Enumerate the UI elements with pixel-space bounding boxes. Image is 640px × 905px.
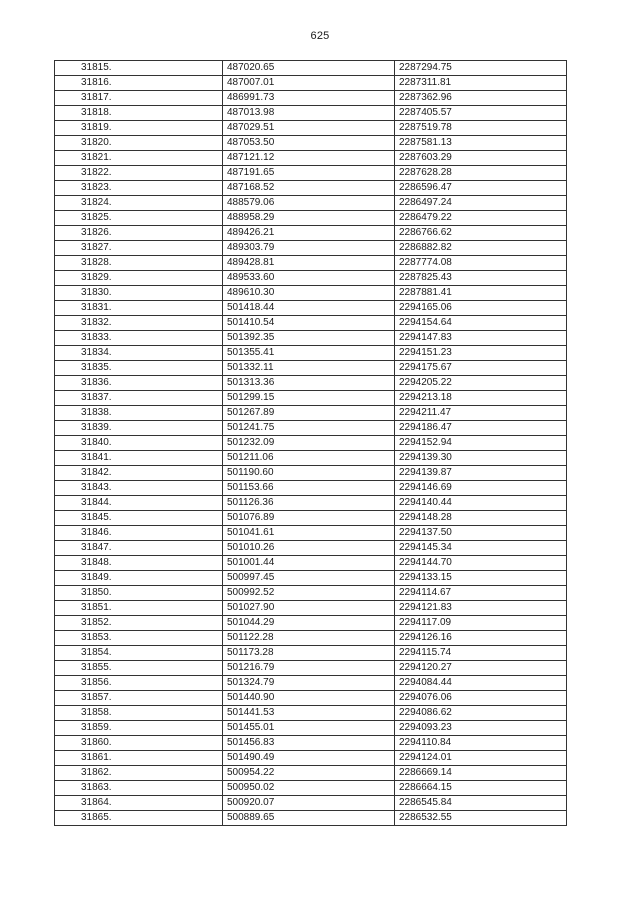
- row-number-cell: 31840.: [55, 436, 223, 451]
- y-coordinate-cell: 2294152.94: [395, 436, 567, 451]
- y-coordinate-cell: 2286497.24: [395, 196, 567, 211]
- x-coordinate-cell: 487053.50: [223, 136, 395, 151]
- y-coordinate-cell: 2294093.23: [395, 721, 567, 736]
- y-coordinate-cell: 2287405.57: [395, 106, 567, 121]
- row-number-cell: 31843.: [55, 481, 223, 496]
- y-coordinate-cell: 2287581.13: [395, 136, 567, 151]
- table-row: [55, 751, 567, 766]
- x-coordinate-cell: 487013.98: [223, 106, 395, 121]
- table-row: [55, 796, 567, 811]
- y-coordinate-cell: 2287881.41: [395, 286, 567, 301]
- table-row: [55, 151, 567, 166]
- x-coordinate-cell: 501001.44: [223, 556, 395, 571]
- x-coordinate-cell: 501241.75: [223, 421, 395, 436]
- row-number-cell: 31841.: [55, 451, 223, 466]
- x-coordinate-cell: 501324.79: [223, 676, 395, 691]
- y-coordinate-cell: 2287825.43: [395, 271, 567, 286]
- x-coordinate-cell: 500997.45: [223, 571, 395, 586]
- y-coordinate-cell: 2294148.28: [395, 511, 567, 526]
- y-coordinate-cell: 2294139.30: [395, 451, 567, 466]
- x-coordinate-cell: 500954.22: [223, 766, 395, 781]
- table-row: [55, 526, 567, 541]
- table-row: [55, 436, 567, 451]
- x-coordinate-cell: 501041.61: [223, 526, 395, 541]
- y-coordinate-cell: 2294115.74: [395, 646, 567, 661]
- x-coordinate-cell: 501010.26: [223, 541, 395, 556]
- y-coordinate-cell: 2294110.84: [395, 736, 567, 751]
- row-number-cell: 31827.: [55, 241, 223, 256]
- x-coordinate-cell: 501440.90: [223, 691, 395, 706]
- x-coordinate-cell: 501267.89: [223, 406, 395, 421]
- y-coordinate-cell: 2286532.55: [395, 811, 567, 826]
- y-coordinate-cell: 2287774.08: [395, 256, 567, 271]
- x-coordinate-cell: 501076.89: [223, 511, 395, 526]
- table-row: [55, 676, 567, 691]
- table-row: [55, 616, 567, 631]
- row-number-cell: 31830.: [55, 286, 223, 301]
- y-coordinate-cell: 2294175.67: [395, 361, 567, 376]
- x-coordinate-cell: 487029.51: [223, 121, 395, 136]
- table-row: [55, 181, 567, 196]
- x-coordinate-cell: 489303.79: [223, 241, 395, 256]
- x-coordinate-cell: 501153.66: [223, 481, 395, 496]
- row-number-cell: 31819.: [55, 121, 223, 136]
- table-row: [55, 601, 567, 616]
- row-number-cell: 31832.: [55, 316, 223, 331]
- x-coordinate-cell: 501332.11: [223, 361, 395, 376]
- x-coordinate-cell: 501410.54: [223, 316, 395, 331]
- table-row: [55, 406, 567, 421]
- y-coordinate-cell: 2294114.67: [395, 586, 567, 601]
- table-row: [55, 631, 567, 646]
- x-coordinate-cell: 501122.28: [223, 631, 395, 646]
- y-coordinate-cell: 2294147.83: [395, 331, 567, 346]
- table-row: [55, 286, 567, 301]
- coordinates-table-body: [55, 61, 567, 826]
- y-coordinate-cell: 2294151.23: [395, 346, 567, 361]
- row-number-cell: 31815.: [55, 61, 223, 76]
- x-coordinate-cell: 500992.52: [223, 586, 395, 601]
- table-row: [55, 481, 567, 496]
- table-row: [55, 271, 567, 286]
- x-coordinate-cell: 489428.81: [223, 256, 395, 271]
- row-number-cell: 31842.: [55, 466, 223, 481]
- y-coordinate-cell: 2294124.01: [395, 751, 567, 766]
- row-number-cell: 31860.: [55, 736, 223, 751]
- y-coordinate-cell: 2287519.78: [395, 121, 567, 136]
- row-number-cell: 31835.: [55, 361, 223, 376]
- table-row: [55, 136, 567, 151]
- x-coordinate-cell: 501441.53: [223, 706, 395, 721]
- table-row: [55, 241, 567, 256]
- row-number-cell: 31849.: [55, 571, 223, 586]
- table-row: [55, 301, 567, 316]
- row-number-cell: 31861.: [55, 751, 223, 766]
- table-row: [55, 391, 567, 406]
- row-number-cell: 31824.: [55, 196, 223, 211]
- row-number-cell: 31839.: [55, 421, 223, 436]
- y-coordinate-cell: 2287362.96: [395, 91, 567, 106]
- row-number-cell: 31826.: [55, 226, 223, 241]
- x-coordinate-cell: 488579.06: [223, 196, 395, 211]
- row-number-cell: 31820.: [55, 136, 223, 151]
- row-number-cell: 31847.: [55, 541, 223, 556]
- table-row: [55, 196, 567, 211]
- row-number-cell: 31818.: [55, 106, 223, 121]
- x-coordinate-cell: 486991.73: [223, 91, 395, 106]
- table-row: [55, 706, 567, 721]
- y-coordinate-cell: 2294084.44: [395, 676, 567, 691]
- x-coordinate-cell: 489610.30: [223, 286, 395, 301]
- y-coordinate-cell: 2286545.84: [395, 796, 567, 811]
- table-row: [55, 586, 567, 601]
- x-coordinate-cell: 487121.12: [223, 151, 395, 166]
- row-number-cell: 31863.: [55, 781, 223, 796]
- x-coordinate-cell: 501232.09: [223, 436, 395, 451]
- row-number-cell: 31834.: [55, 346, 223, 361]
- row-number-cell: 31838.: [55, 406, 223, 421]
- row-number-cell: 31831.: [55, 301, 223, 316]
- table-row: [55, 466, 567, 481]
- table-row: [55, 421, 567, 436]
- y-coordinate-cell: 2286882.82: [395, 241, 567, 256]
- row-number-cell: 31852.: [55, 616, 223, 631]
- table-row: [55, 331, 567, 346]
- row-number-cell: 31850.: [55, 586, 223, 601]
- row-number-cell: 31825.: [55, 211, 223, 226]
- table-row: [55, 346, 567, 361]
- row-number-cell: 31858.: [55, 706, 223, 721]
- row-number-cell: 31857.: [55, 691, 223, 706]
- table-row: [55, 511, 567, 526]
- x-coordinate-cell: 488958.29: [223, 211, 395, 226]
- x-coordinate-cell: 487020.65: [223, 61, 395, 76]
- row-number-cell: 31837.: [55, 391, 223, 406]
- y-coordinate-cell: 2294154.64: [395, 316, 567, 331]
- x-coordinate-cell: 501126.36: [223, 496, 395, 511]
- y-coordinate-cell: 2287603.29: [395, 151, 567, 166]
- table-row: [55, 166, 567, 181]
- table-row: [55, 376, 567, 391]
- y-coordinate-cell: 2294133.15: [395, 571, 567, 586]
- y-coordinate-cell: 2294076.06: [395, 691, 567, 706]
- y-coordinate-cell: 2294146.69: [395, 481, 567, 496]
- table-row: [55, 646, 567, 661]
- row-number-cell: 31817.: [55, 91, 223, 106]
- row-number-cell: 31823.: [55, 181, 223, 196]
- y-coordinate-cell: 2287311.81: [395, 76, 567, 91]
- table-row: [55, 76, 567, 91]
- table-row: [55, 316, 567, 331]
- row-number-cell: 31833.: [55, 331, 223, 346]
- x-coordinate-cell: 500920.07: [223, 796, 395, 811]
- table-row: [55, 556, 567, 571]
- table-row: [55, 571, 567, 586]
- y-coordinate-cell: 2294139.87: [395, 466, 567, 481]
- x-coordinate-cell: 501211.06: [223, 451, 395, 466]
- row-number-cell: 31854.: [55, 646, 223, 661]
- y-coordinate-cell: 2294126.16: [395, 631, 567, 646]
- y-coordinate-cell: 2294165.06: [395, 301, 567, 316]
- table-row: [55, 451, 567, 466]
- table-row: [55, 256, 567, 271]
- table-row: [55, 121, 567, 136]
- x-coordinate-cell: 489426.21: [223, 226, 395, 241]
- row-number-cell: 31851.: [55, 601, 223, 616]
- table-row: [55, 781, 567, 796]
- row-number-cell: 31853.: [55, 631, 223, 646]
- y-coordinate-cell: 2294120.27: [395, 661, 567, 676]
- y-coordinate-cell: 2286669.14: [395, 766, 567, 781]
- row-number-cell: 31836.: [55, 376, 223, 391]
- x-coordinate-cell: 501190.60: [223, 466, 395, 481]
- row-number-cell: 31859.: [55, 721, 223, 736]
- x-coordinate-cell: 501490.49: [223, 751, 395, 766]
- coordinates-table: [54, 60, 567, 826]
- table-row: [55, 736, 567, 751]
- table-row: [55, 541, 567, 556]
- y-coordinate-cell: 2286766.62: [395, 226, 567, 241]
- table-row: [55, 106, 567, 121]
- row-number-cell: 31822.: [55, 166, 223, 181]
- row-number-cell: 31856.: [55, 676, 223, 691]
- x-coordinate-cell: 501313.36: [223, 376, 395, 391]
- y-coordinate-cell: 2287628.28: [395, 166, 567, 181]
- x-coordinate-cell: 487007.01: [223, 76, 395, 91]
- row-number-cell: 31855.: [55, 661, 223, 676]
- x-coordinate-cell: 501355.41: [223, 346, 395, 361]
- x-coordinate-cell: 487191.65: [223, 166, 395, 181]
- y-coordinate-cell: 2294117.09: [395, 616, 567, 631]
- y-coordinate-cell: 2286664.15: [395, 781, 567, 796]
- x-coordinate-cell: 501044.29: [223, 616, 395, 631]
- table-row: [55, 691, 567, 706]
- table-row: [55, 91, 567, 106]
- row-number-cell: 31821.: [55, 151, 223, 166]
- table-row: [55, 496, 567, 511]
- row-number-cell: 31846.: [55, 526, 223, 541]
- row-number-cell: 31862.: [55, 766, 223, 781]
- x-coordinate-cell: 501027.90: [223, 601, 395, 616]
- x-coordinate-cell: 501456.83: [223, 736, 395, 751]
- table-row: [55, 766, 567, 781]
- row-number-cell: 31828.: [55, 256, 223, 271]
- y-coordinate-cell: 2294137.50: [395, 526, 567, 541]
- y-coordinate-cell: 2294140.44: [395, 496, 567, 511]
- page-number: 625: [310, 30, 330, 42]
- x-coordinate-cell: 501455.01: [223, 721, 395, 736]
- table-row: [55, 211, 567, 226]
- x-coordinate-cell: 501392.35: [223, 331, 395, 346]
- x-coordinate-cell: 500889.65: [223, 811, 395, 826]
- table-row: [55, 226, 567, 241]
- table-row: [55, 61, 567, 76]
- table-row: [55, 811, 567, 826]
- row-number-cell: 31864.: [55, 796, 223, 811]
- y-coordinate-cell: 2294186.47: [395, 421, 567, 436]
- y-coordinate-cell: 2294086.62: [395, 706, 567, 721]
- row-number-cell: 31829.: [55, 271, 223, 286]
- x-coordinate-cell: 501299.15: [223, 391, 395, 406]
- row-number-cell: 31848.: [55, 556, 223, 571]
- y-coordinate-cell: 2294211.47: [395, 406, 567, 421]
- x-coordinate-cell: 487168.52: [223, 181, 395, 196]
- y-coordinate-cell: 2294144.70: [395, 556, 567, 571]
- x-coordinate-cell: 501173.28: [223, 646, 395, 661]
- row-number-cell: 31865.: [55, 811, 223, 826]
- x-coordinate-cell: 489533.60: [223, 271, 395, 286]
- y-coordinate-cell: 2294205.22: [395, 376, 567, 391]
- row-number-cell: 31845.: [55, 511, 223, 526]
- y-coordinate-cell: 2294121.83: [395, 601, 567, 616]
- y-coordinate-cell: 2286479.22: [395, 211, 567, 226]
- x-coordinate-cell: 501216.79: [223, 661, 395, 676]
- table-row: [55, 721, 567, 736]
- table-row: [55, 361, 567, 376]
- row-number-cell: 31844.: [55, 496, 223, 511]
- x-coordinate-cell: 501418.44: [223, 301, 395, 316]
- row-number-cell: 31816.: [55, 76, 223, 91]
- y-coordinate-cell: 2286596.47: [395, 181, 567, 196]
- y-coordinate-cell: 2294213.18: [395, 391, 567, 406]
- x-coordinate-cell: 500950.02: [223, 781, 395, 796]
- y-coordinate-cell: 2287294.75: [395, 61, 567, 76]
- y-coordinate-cell: 2294145.34: [395, 541, 567, 556]
- table-row: [55, 661, 567, 676]
